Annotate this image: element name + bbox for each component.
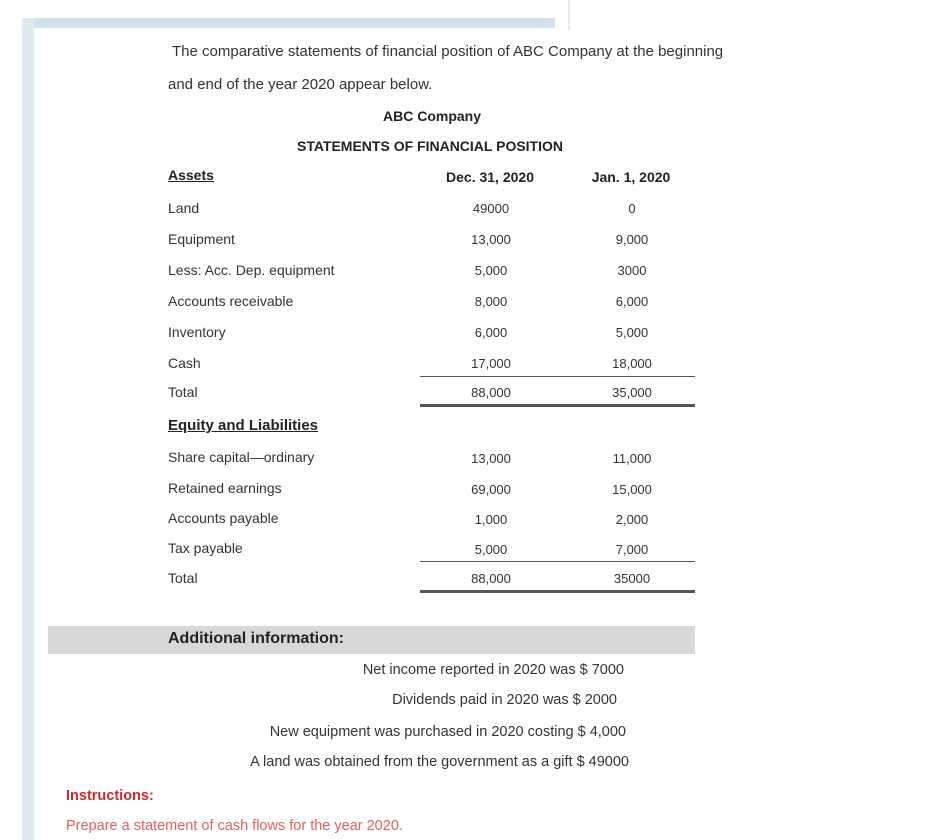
- assets-heading: Assets: [168, 167, 214, 183]
- row-label: Share capital—ordinary: [168, 449, 315, 465]
- row-label: Equipment: [168, 231, 235, 247]
- row-label: Tax payable: [168, 540, 243, 556]
- intro-line-2: and end of the year 2020 appear below.: [168, 76, 433, 93]
- intro-line-1: The comparative statements of financial position of ABC Company at the beginning: [172, 43, 724, 60]
- row-value-dec: 13,000: [471, 232, 511, 247]
- statement-title: STATEMENTS OF FINANCIAL POSITION: [297, 138, 563, 154]
- row-label: Accounts payable: [168, 510, 279, 526]
- row-value-dec: 8,000: [474, 294, 508, 309]
- frame-top-border: [22, 18, 555, 28]
- total-double-rule: [420, 404, 695, 407]
- instructions-text: Prepare a statement of cash flows for the year 2020.: [66, 818, 403, 834]
- company-name: ABC Company: [382, 108, 482, 124]
- row-value-dec: 5,000: [474, 263, 508, 278]
- row-label: Cash: [168, 355, 201, 371]
- total-value-dec: 88,000: [471, 571, 511, 586]
- total-value-jan: 35,000: [612, 385, 652, 400]
- row-value-jan: 6,000: [615, 294, 649, 309]
- total-label: Total: [168, 384, 198, 400]
- total-value-dec: 88,000: [471, 385, 511, 400]
- row-value-jan: 5,000: [615, 325, 649, 340]
- total-value-jan: 35000: [613, 571, 651, 586]
- row-value-jan: 15,000: [612, 482, 652, 497]
- row-value-dec: 49000: [472, 201, 510, 216]
- row-label: Retained earnings: [168, 480, 282, 496]
- info-line-net-income: Net income reported in 2020 was $ 7000: [362, 662, 624, 678]
- row-label: Accounts receivable: [168, 293, 294, 309]
- row-value-dec: 69,000: [471, 482, 511, 497]
- frame-right-border: [568, 0, 570, 30]
- row-value-dec: 6,000: [474, 325, 508, 340]
- total-double-rule: [420, 590, 695, 593]
- row-value-dec: 13,000: [471, 451, 511, 466]
- row-value-jan: 18,000: [612, 356, 652, 371]
- subtotal-rule: [420, 376, 695, 377]
- instructions-heading: Instructions:: [66, 788, 154, 804]
- row-label: Land: [168, 200, 200, 216]
- additional-info-bar: [48, 626, 695, 654]
- row-value-jan: 7,000: [615, 542, 649, 557]
- row-value-jan: 11,000: [612, 451, 652, 466]
- equity-liabilities-heading: Equity and Liabilities: [168, 417, 319, 434]
- frame-left-border: [22, 18, 34, 840]
- additional-info-title: Additional information:: [168, 630, 344, 647]
- row-label: Inventory: [168, 324, 226, 340]
- row-label: Less: Acc. Dep. equipment: [168, 262, 335, 278]
- row-value-jan: 3000: [617, 263, 647, 278]
- row-value-dec: 17,000: [471, 356, 511, 371]
- row-value-dec: 5,000: [474, 542, 508, 557]
- subtotal-rule: [420, 561, 695, 562]
- column-header-jan-2020: Jan. 1, 2020: [591, 169, 671, 185]
- total-label: Total: [168, 570, 198, 586]
- row-value-jan: 2,000: [615, 512, 649, 527]
- column-header-dec-2020: Dec. 31, 2020: [446, 169, 534, 185]
- info-line-dividends: Dividends paid in 2020 was $ 2000: [392, 692, 617, 708]
- info-line-equipment: New equipment was purchased in 2020 costing $ 4,000: [269, 724, 626, 740]
- info-line-land: A land was obtained from the government as a gift $ 49000: [250, 754, 629, 770]
- row-value-jan: 9,000: [615, 232, 649, 247]
- row-value-jan: 0: [628, 201, 636, 216]
- row-value-dec: 1,000: [474, 512, 508, 527]
